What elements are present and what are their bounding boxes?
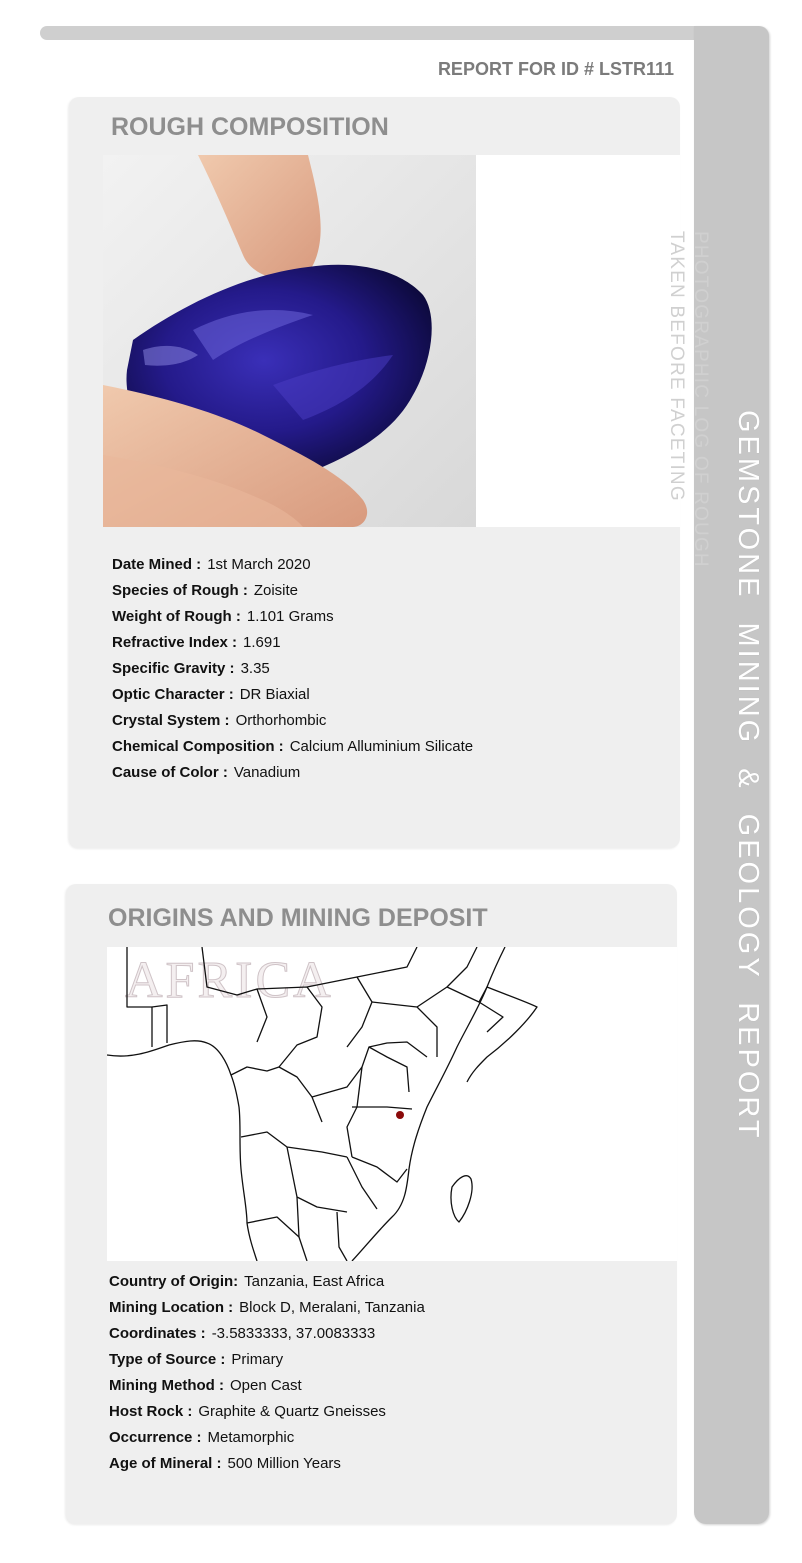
top-divider [40,26,740,40]
origins-properties-list [109,1273,425,1481]
property-date-mined: Date Mined : 1st March 2020 [112,556,311,573]
africa-map-outline [107,947,677,1261]
rough-gemstone-photo [103,155,476,527]
property-crystal-system: Crystal System : Orthorhombic [112,712,327,729]
rough-composition-title: ROUGH COMPOSITION [111,113,389,141]
property-optic-character: Optic Character : DR Biaxial [112,686,310,703]
rough-composition-panel [69,97,711,848]
property-coordinates: Coordinates : -3.5833333, 37.0083333 [109,1325,376,1342]
property-specific-gravity: Specific Gravity : 3.35 [112,660,270,677]
property-age-of-mineral: Age of Mineral : 500 Million Years [109,1455,341,1472]
property-mining-location: Mining Location : Block D, Meralani, Tanzania [109,1299,425,1316]
report-id: REPORT FOR ID # LSTR111 [437,59,674,79]
property-refractive-index: Refractive Index : 1.691 [112,634,281,651]
side-title: GEMSTONE MINING & GEOLOGY REPORT [732,410,764,1141]
property-host-rock: Host Rock : Graphite & Quartz Gneisses [109,1403,386,1420]
property-chemical-composition: Chemical Composition : Calcium Alluminium Silicate [112,738,474,755]
property-weight-of-rough: Weight of Rough : 1.101 Grams [112,608,334,625]
property-species-of-rough: Species of Rough : Zoisite [112,582,299,599]
origins-panel [66,884,677,1524]
property-mining-method: Mining Method : Open Cast [109,1377,302,1394]
origins-title: ORIGINS AND MINING DEPOSIT [108,904,488,932]
map-label: AFRICA [125,952,334,1009]
rough-properties-list [112,556,473,790]
mining-location-marker [396,1111,404,1119]
property-cause-of-color: Cause of Color : Vanadium [112,764,301,781]
photo-caption: PHOTOGRAPHIC LOG OF ROUGH TAKEN BEFORE FACETING [666,231,711,568]
property-occurrence: Occurrence : Metamorphic [109,1429,295,1446]
property-type-of-source: Type of Source : Primary [109,1351,284,1368]
property-country-of-origin: Country of Origin: Tanzania, East Africa [109,1273,385,1290]
africa-map [107,947,677,1261]
